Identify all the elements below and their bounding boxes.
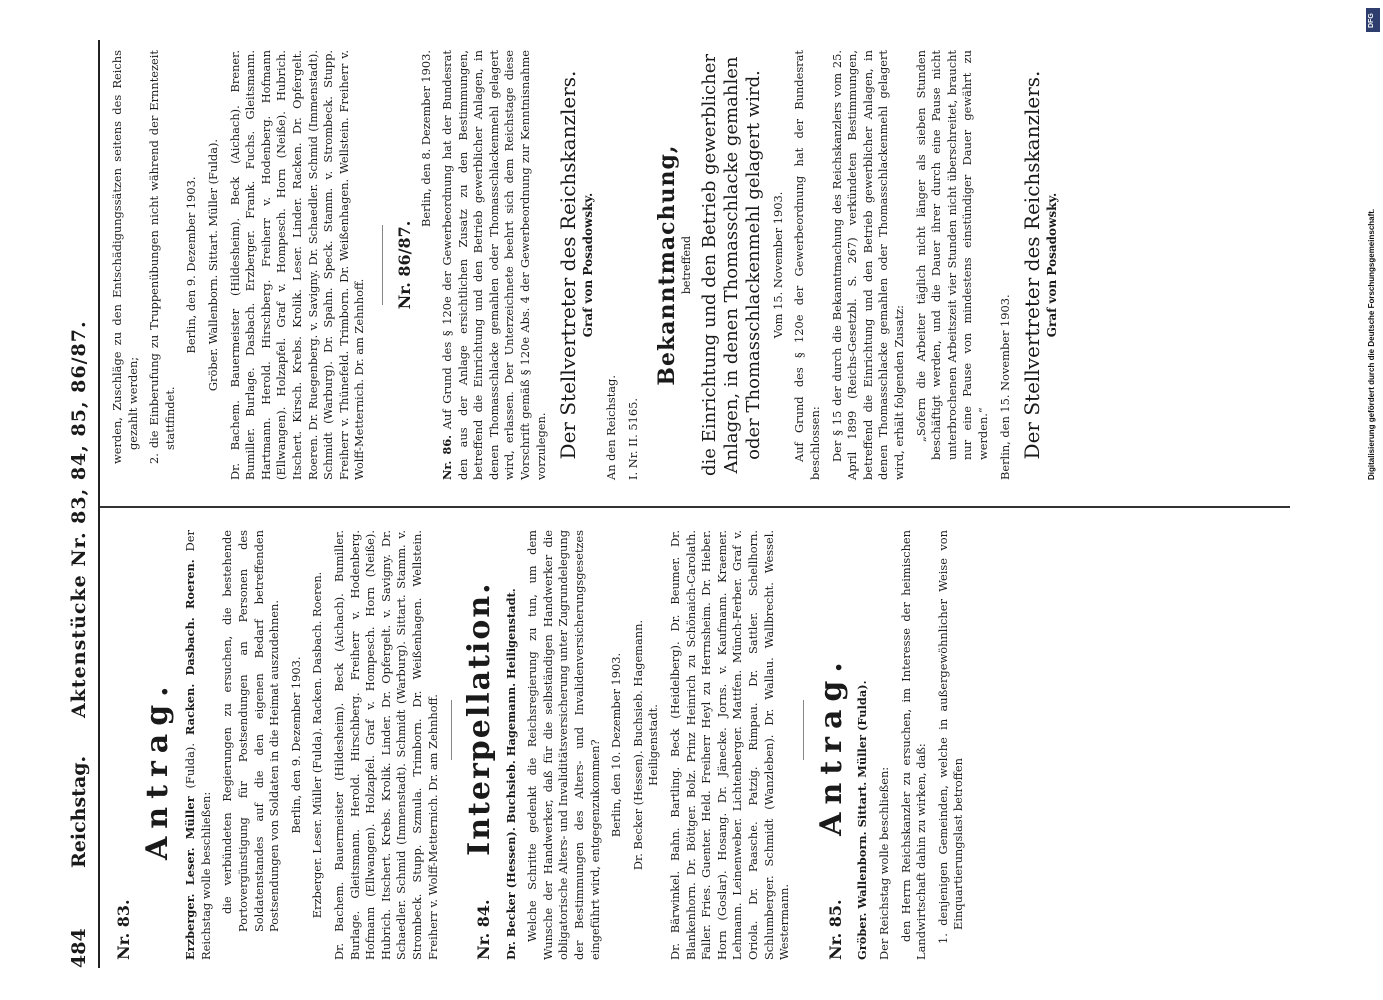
- graf-signature: Graf von Posadowsky.: [580, 192, 595, 338]
- antrag-85-signers: Gröber. Wallenborn. Sittart. Müller (Fulda).: [205, 138, 220, 392]
- interpellation-body: Welche Schritte gedenkt die Reichsregierung zu tun, um dem Wunsche der Handwerker, daß für die selbständigen Handwerker die obligatorische Alters- und Invaliditätsversicherung unter Zugrundelegung der Bestimmungen des Alters- und Invalidenversicherungsgesetzes eingeführt wird, entgegenzukommen?: [525, 530, 602, 960]
- antrag-83-date: Berlin, den 9. Dezember 1903.: [288, 656, 303, 834]
- nr-86-87-date: Berlin, den 8. Dezember 1903.: [418, 50, 433, 228]
- antrag-85-item-2: 2. die Einberufung zu Truppenübungen nicht während der Ernntezeit stattfindet.: [147, 50, 177, 464]
- dfg-credit-text: Digitalisierung gefördert durch die Deutsche Forschungsgemeinschaft.: [1367, 208, 1376, 480]
- antrag-83-supporters: Dr. Bachem. Bauermeister (Hildesheim). Beck (Aichach). Bumiller. Burlage. Gleitsmann. Herold. Hirschberg. Freiherr v. Hodenberg. Hofmann (Ellwangen). Holzapfel. Graf v. Hompesch. Horn (Neiße). Hubrich. Itschert. Krebs. Krolik. Linder. Dr. Opfergelt. v. Savigny. Dr. Schaedler. Schmid (Immenstadt). Schmidt (Warburg). Sittart. Stamm. v. Strombeck. Stupp. Szmula. Trimborn. Dr. Weißenhagen. Wellstein. Freiherr v. Wolff-Metternich. Dr. am Zehnhoff.: [331, 530, 440, 960]
- dfg-logo-icon: [1366, 8, 1380, 32]
- nr-85-label: Nr. 85.: [825, 899, 845, 960]
- graf-signature-2: Graf von Posadowsky.: [1044, 192, 1059, 338]
- deputy-signature: Der Stellvertreter des Reichskanzlers.: [556, 70, 581, 460]
- betreffend-label: betreffend: [680, 235, 694, 295]
- right-column: [110, 50, 1068, 480]
- header-left-title: Reichstag.: [68, 755, 90, 868]
- nr-86-87-label: Nr. 86/87.: [394, 220, 414, 310]
- antrag-83-heading: Antrag.: [139, 678, 175, 860]
- antrag-85-continued: werden, Zuschläge zu den Entschädigungssätzen seitens des Reichs gezahlt werden;: [110, 50, 140, 464]
- antrag-85-item-1: 1. denjenigen Gemeinden, welche in außergewöhnlicher Weise von Einquartierungslast betroffen: [935, 530, 966, 944]
- bekanntmachung-heading: Bekanntmachung,: [653, 144, 680, 386]
- deputy-signature-2: Der Stellvertreter des Reichskanzlers.: [1020, 70, 1045, 460]
- antrag-85-date: Berlin, den 9. Dezember 1903.: [184, 176, 199, 354]
- page-header: [62, 40, 102, 968]
- separator: [803, 700, 804, 760]
- header-right-title: Aktenstücke Nr. 83, 84, 85, 86/87.: [68, 320, 90, 718]
- antrag-85-intro: Gröber. Wallenborn. Sittart. Müller (Fulda).: [855, 680, 870, 960]
- antrag-83-body: die verbündeten Regierungen zu ersuchen, die bestehende Portovergünstigung für Postsendungen an Personen des Soldatenstandes auf die den eigenen Bedarf betreffenden Postsendungen von Soldaten in die Heimat auszudehnen.: [220, 530, 282, 932]
- nr-83-label: Nr. 83.: [114, 899, 133, 960]
- antrag-83-signers: Erzberger. Leser. Müller (Fulda). Racken. Dasbach. Roeren.: [310, 571, 325, 919]
- antrag-83-intro-bold2: Racken. Dasbach. Roeren.: [183, 559, 198, 736]
- antrag-85-body: den Herrn Reichskanzler zu ersuchen, im Interesse der heimischen Landwirtschaft dahin zu wirken, daß:: [898, 530, 929, 960]
- bekanntmachung-date-2: Berlin, den 15. November 1903.: [997, 294, 1012, 480]
- left-column: [108, 530, 973, 960]
- header-rule: [98, 40, 100, 968]
- antrag-83-intro-text: Der Reichstag wolle beschließen:: [183, 530, 213, 960]
- nr-86-body: Auf Grund des § 120e der Gewerbeordnung hat der Bundesrat den aus der Anlage ersichtlichen Zusatz zu den Bestimmungen, betreffend die Einrichtung und den Betrieb gewerblicher Anlagen, in denen Thomasschlacke gemahlen oder Thomasschlackenmehl gelagert wird, erlassen. Der Unterzeichnete beehrt sich dem Reichstage diese Vorschrift gemäß § 120e Abs. 4 der Gewerbeordnung zur Kenntnisnahme vorzulegen.: [440, 49, 548, 480]
- nr-86-label: Nr. 86.: [440, 434, 455, 480]
- nr-84-label: Nr. 84.: [474, 899, 494, 960]
- bekanntmachung-title: die Einrichtung und den Betrieb gewerblicher Anlagen, in denen Thomasschlacke gemahlen oder Thomasschlackenmehl gelagert wird.: [698, 54, 764, 476]
- antrag-83-intro-bold: Erzberger. Leser. Müller: [183, 796, 198, 960]
- antrag-85-heading: Antrag.: [813, 654, 849, 836]
- dfg-badge-text: DFG: [1368, 13, 1375, 28]
- separator: [382, 225, 383, 305]
- antrag-83-intro: [183, 530, 214, 960]
- addressee: An den Reichstag.: [604, 375, 619, 480]
- interpellation-supporters: Dr. Bärwinkel. Bahn. Bartling. Beck (Heidelberg). Dr. Beumer. Dr. Blankenhorn. Dr. Böttger. Bolz. Prinz Heinrich zu Schönaich-Carolath. Faller. Fries. Guenter. Held. Freiherr Heyl zu Herrnsheim. Dr. Hieber. Horn (Goslar). Hosang. Dr. Jänecke. Jorns. v. Kaufmann. Kraemer. Lehmann. Leinenweber. Lichtenberger. Mattfen. Münch-Ferber. Graf v. Oriola. Dr. Paasche. Patzig. Rimpau. Dr. Sattler. Schellhorn. Schlumberger. Schmidt (Wanzleben). Dr. Wallau. Wallbrecht. Wessel. Westermann.: [668, 530, 792, 960]
- bekanntmachung-zusatz: „Sofern die Arbeiter täglich nicht länger als sieben Stunden beschäftigt werden, und die Dauer ihrer durch eine Pause nicht unterbrochenen Arbeitszeit vier Stunden nicht überschreitet, braucht nur eine Pause von mindestens einstündiger Dauer gewährt zu werden.“: [913, 50, 990, 460]
- bekanntmachung-quote: Der § 15 der durch die Bekanntmachung des Reichskanzlers vom 25. April 1899 (Reichs-Gesetzbl. S. 267) verkündeten Bestimmungen, betreffend die Einrichtung und den Betrieb gewerblicher Anlagen, in denen Thomasschlacke gemahlen oder Thomasschlackenmehl gelagert wird, erhält folgenden Zusatz:: [829, 50, 906, 480]
- reference-number: I. Nr. II. 5165.: [626, 398, 641, 480]
- antrag-83-intro-rest: (Fulda).: [183, 743, 198, 789]
- nr-86-body-paragraph: [440, 50, 549, 480]
- dfg-credit-strip: [1365, 0, 1383, 1000]
- separator: [451, 700, 452, 760]
- interpellation-signers: Dr. Becker (Hessen). Buchsieb. Hagemann. Heiligenstadt.: [630, 619, 661, 871]
- page-number: 484: [68, 928, 90, 968]
- bekanntmachung-date: Vom 15. November 1903.: [770, 191, 785, 339]
- column-divider: [100, 506, 1290, 508]
- antrag-85-supporters: Dr. Bachem. Bauermeister (Hildesheim). Beck (Aichach). Brener. Bumiller. Burlage. Dasbach. Erzberger. Frank. Fuchs. Gleitsmann. Hartmann. Herold. Hirschberg. Freiherr v. Hodenberg. Hofmann (Ellwangen). Holzapfel. Graf v. Hompesch. Horn (Neiße). Hubrich. Itschert. Kirsch. Krebs. Krolik. Leser. Linder. Racken. Dr. Opfergelt. Roeren. Dr. Ruegenberg. v. Savigny. Dr. Schaedler. Schmid (Immenstadt). Schmidt (Warburg). Dr. Spahn. Speck. Stamm. v. Strombeck. Stupp. Freiherr v. Thünefeld. Trimborn. Dr. Weißenhagen. Wellstein. Freiherr v. Wolff-Metternich. Dr. am Zehnhoff.: [227, 50, 367, 480]
- bekanntmachung-body: Auf Grund des § 120e der Gewerbeordnung hat der Bundesrat beschlossen:: [792, 50, 822, 480]
- interpellation-intro: Dr. Becker (Hessen). Buchsieb. Hagemann. Heiligenstadt.: [503, 588, 518, 960]
- interpellation-heading: Interpellation.: [462, 581, 498, 856]
- antrag-85-text: Der Reichstag wolle beschließen:: [876, 766, 891, 960]
- interpellation-date: Berlin, den 10. Dezember 1903.: [609, 652, 624, 838]
